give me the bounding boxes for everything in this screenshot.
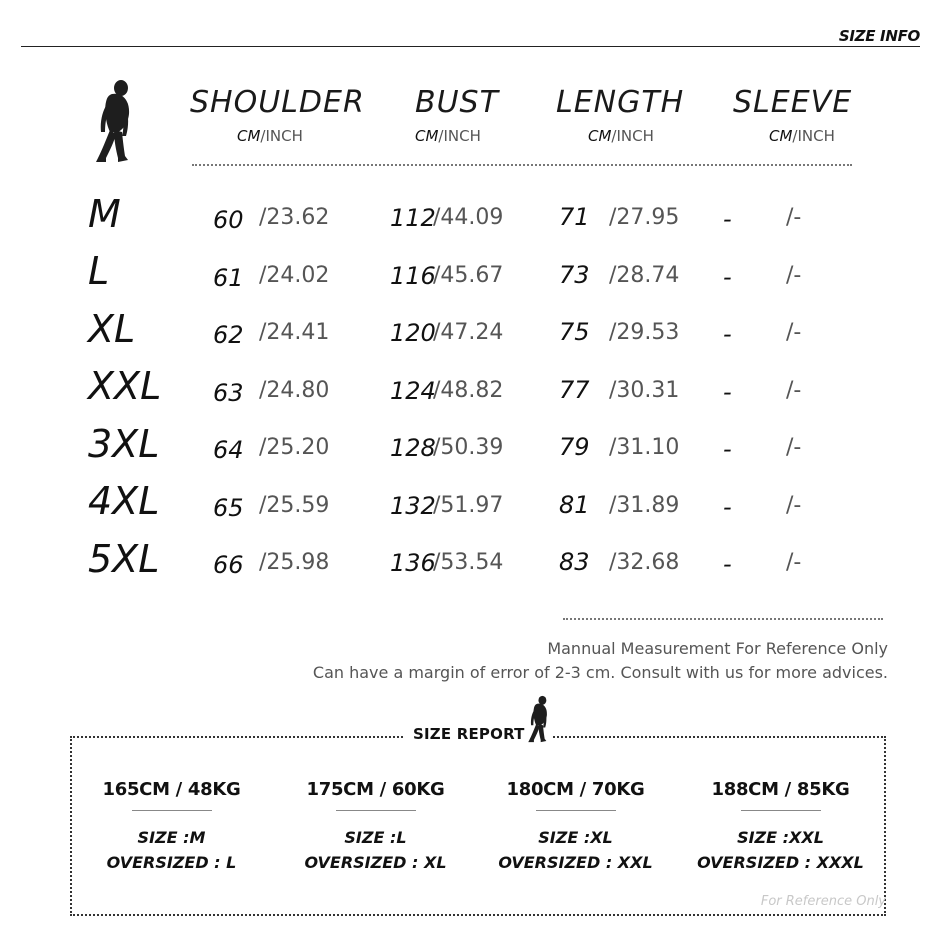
row-size: XXL bbox=[88, 364, 162, 408]
recommended-size: SIZE :XL bbox=[538, 828, 613, 847]
header-dotted-divider bbox=[192, 164, 852, 166]
shoulder-inch: /25.98 bbox=[259, 550, 330, 575]
oversized-size: OVERSIZED : XXXL bbox=[697, 853, 864, 872]
sleeve-cm: - bbox=[723, 435, 732, 463]
oversized-size: OVERSIZED : XXL bbox=[498, 853, 653, 872]
size-report-card bbox=[79, 779, 264, 875]
header-bust: BUST bbox=[415, 85, 499, 120]
unit-length: CM/INCH bbox=[588, 127, 654, 145]
length-cm: 71 bbox=[559, 203, 590, 231]
bust-cm: 116 bbox=[390, 262, 436, 290]
note-margin-error: Can have a margin of error of 2-3 cm. Consult with us for more advices. bbox=[312, 663, 888, 682]
brand-label: SIZE INFO bbox=[838, 27, 920, 45]
length-cm: 73 bbox=[559, 261, 590, 289]
bust-inch: /44.09 bbox=[433, 205, 504, 230]
shoulder-cm: 64 bbox=[213, 436, 244, 464]
shoulder-cm: 66 bbox=[213, 551, 244, 579]
length-inch: /31.89 bbox=[609, 493, 680, 518]
header-length: LENGTH bbox=[556, 85, 685, 120]
bust-inch: /48.82 bbox=[433, 378, 504, 403]
row-size: 3XL bbox=[88, 422, 160, 466]
row-size: 5XL bbox=[88, 537, 160, 581]
length-cm: 81 bbox=[559, 491, 590, 519]
walking-figure-icon bbox=[92, 78, 138, 168]
sleeve-cm: - bbox=[723, 493, 732, 521]
card-divider bbox=[536, 810, 616, 811]
shoulder-inch: /24.02 bbox=[259, 263, 330, 288]
shoulder-inch: /23.62 bbox=[259, 205, 330, 230]
header-sleeve: SLEEVE bbox=[733, 85, 853, 120]
shoulder-inch: /25.20 bbox=[259, 435, 330, 460]
card-divider bbox=[741, 810, 821, 811]
bust-inch: /51.97 bbox=[433, 493, 504, 518]
shoulder-cm: 60 bbox=[213, 206, 244, 234]
oversized-size: OVERSIZED : XL bbox=[304, 853, 447, 872]
header-divider bbox=[21, 46, 920, 47]
bust-inch: /50.39 bbox=[433, 435, 504, 460]
recommended-size: SIZE :L bbox=[344, 828, 407, 847]
body-measurement: 175CM / 60KG bbox=[306, 779, 445, 800]
length-inch: /31.10 bbox=[609, 435, 680, 460]
body-measurement: 180CM / 70KG bbox=[506, 779, 645, 800]
shoulder-cm: 61 bbox=[213, 264, 244, 292]
length-inch: /30.31 bbox=[609, 378, 680, 403]
bust-inch: /45.67 bbox=[433, 263, 504, 288]
size-report-card bbox=[483, 779, 668, 875]
card-divider bbox=[132, 810, 212, 811]
sleeve-inch: /- bbox=[786, 550, 802, 575]
row-size: L bbox=[88, 249, 110, 293]
size-report-card bbox=[283, 779, 468, 875]
body-measurement: 165CM / 48KG bbox=[102, 779, 241, 800]
bust-cm: 112 bbox=[390, 204, 436, 232]
notes-dotted-divider bbox=[563, 618, 883, 620]
length-inch: /32.68 bbox=[609, 550, 680, 575]
sleeve-cm: - bbox=[723, 205, 732, 233]
length-cm: 79 bbox=[559, 433, 590, 461]
sleeve-cm: - bbox=[723, 320, 732, 348]
bust-cm: 124 bbox=[390, 377, 436, 405]
row-size: 4XL bbox=[88, 479, 160, 523]
length-inch: /29.53 bbox=[609, 320, 680, 345]
length-inch: /27.95 bbox=[609, 205, 680, 230]
recommended-size: SIZE :XXL bbox=[737, 828, 824, 847]
size-report-card bbox=[688, 779, 873, 875]
length-cm: 83 bbox=[559, 548, 590, 576]
length-cm: 77 bbox=[559, 376, 590, 404]
unit-sleeve: CM/INCH bbox=[769, 127, 835, 145]
shoulder-cm: 62 bbox=[213, 321, 244, 349]
bust-inch: /53.54 bbox=[433, 550, 504, 575]
shoulder-inch: /25.59 bbox=[259, 493, 330, 518]
shoulder-inch: /24.80 bbox=[259, 378, 330, 403]
note-measurement: Mannual Measurement For Reference Only bbox=[547, 639, 888, 658]
body-measurement: 188CM / 85KG bbox=[711, 779, 850, 800]
row-size: XL bbox=[88, 307, 136, 351]
unit-shoulder: CM/INCH bbox=[237, 127, 303, 145]
bust-cm: 132 bbox=[390, 492, 436, 520]
sleeve-inch: /- bbox=[786, 320, 802, 345]
shoulder-inch: /24.41 bbox=[259, 320, 330, 345]
bust-cm: 128 bbox=[390, 434, 436, 462]
sleeve-inch: /- bbox=[786, 378, 802, 403]
shoulder-cm: 65 bbox=[213, 494, 244, 522]
sleeve-cm: - bbox=[723, 263, 732, 291]
sleeve-inch: /- bbox=[786, 435, 802, 460]
recommended-size: SIZE :M bbox=[137, 828, 206, 847]
length-inch: /28.74 bbox=[609, 263, 680, 288]
sleeve-inch: /- bbox=[786, 263, 802, 288]
bust-cm: 120 bbox=[390, 319, 436, 347]
bust-cm: 136 bbox=[390, 549, 436, 577]
unit-bust: CM/INCH bbox=[415, 127, 481, 145]
length-cm: 75 bbox=[559, 318, 590, 346]
bust-inch: /47.24 bbox=[433, 320, 504, 345]
shoulder-cm: 63 bbox=[213, 379, 244, 407]
card-divider bbox=[336, 810, 416, 811]
sleeve-inch: /- bbox=[786, 493, 802, 518]
row-size: M bbox=[88, 192, 121, 236]
walking-figure-small-icon bbox=[526, 694, 552, 748]
size-report-title: SIZE REPORT bbox=[405, 725, 533, 743]
reference-footnote: For Reference Only bbox=[760, 894, 886, 909]
header-shoulder: SHOULDER bbox=[190, 85, 365, 120]
sleeve-cm: - bbox=[723, 378, 732, 406]
oversized-size: OVERSIZED : L bbox=[106, 853, 237, 872]
sleeve-inch: /- bbox=[786, 205, 802, 230]
sleeve-cm: - bbox=[723, 550, 732, 578]
